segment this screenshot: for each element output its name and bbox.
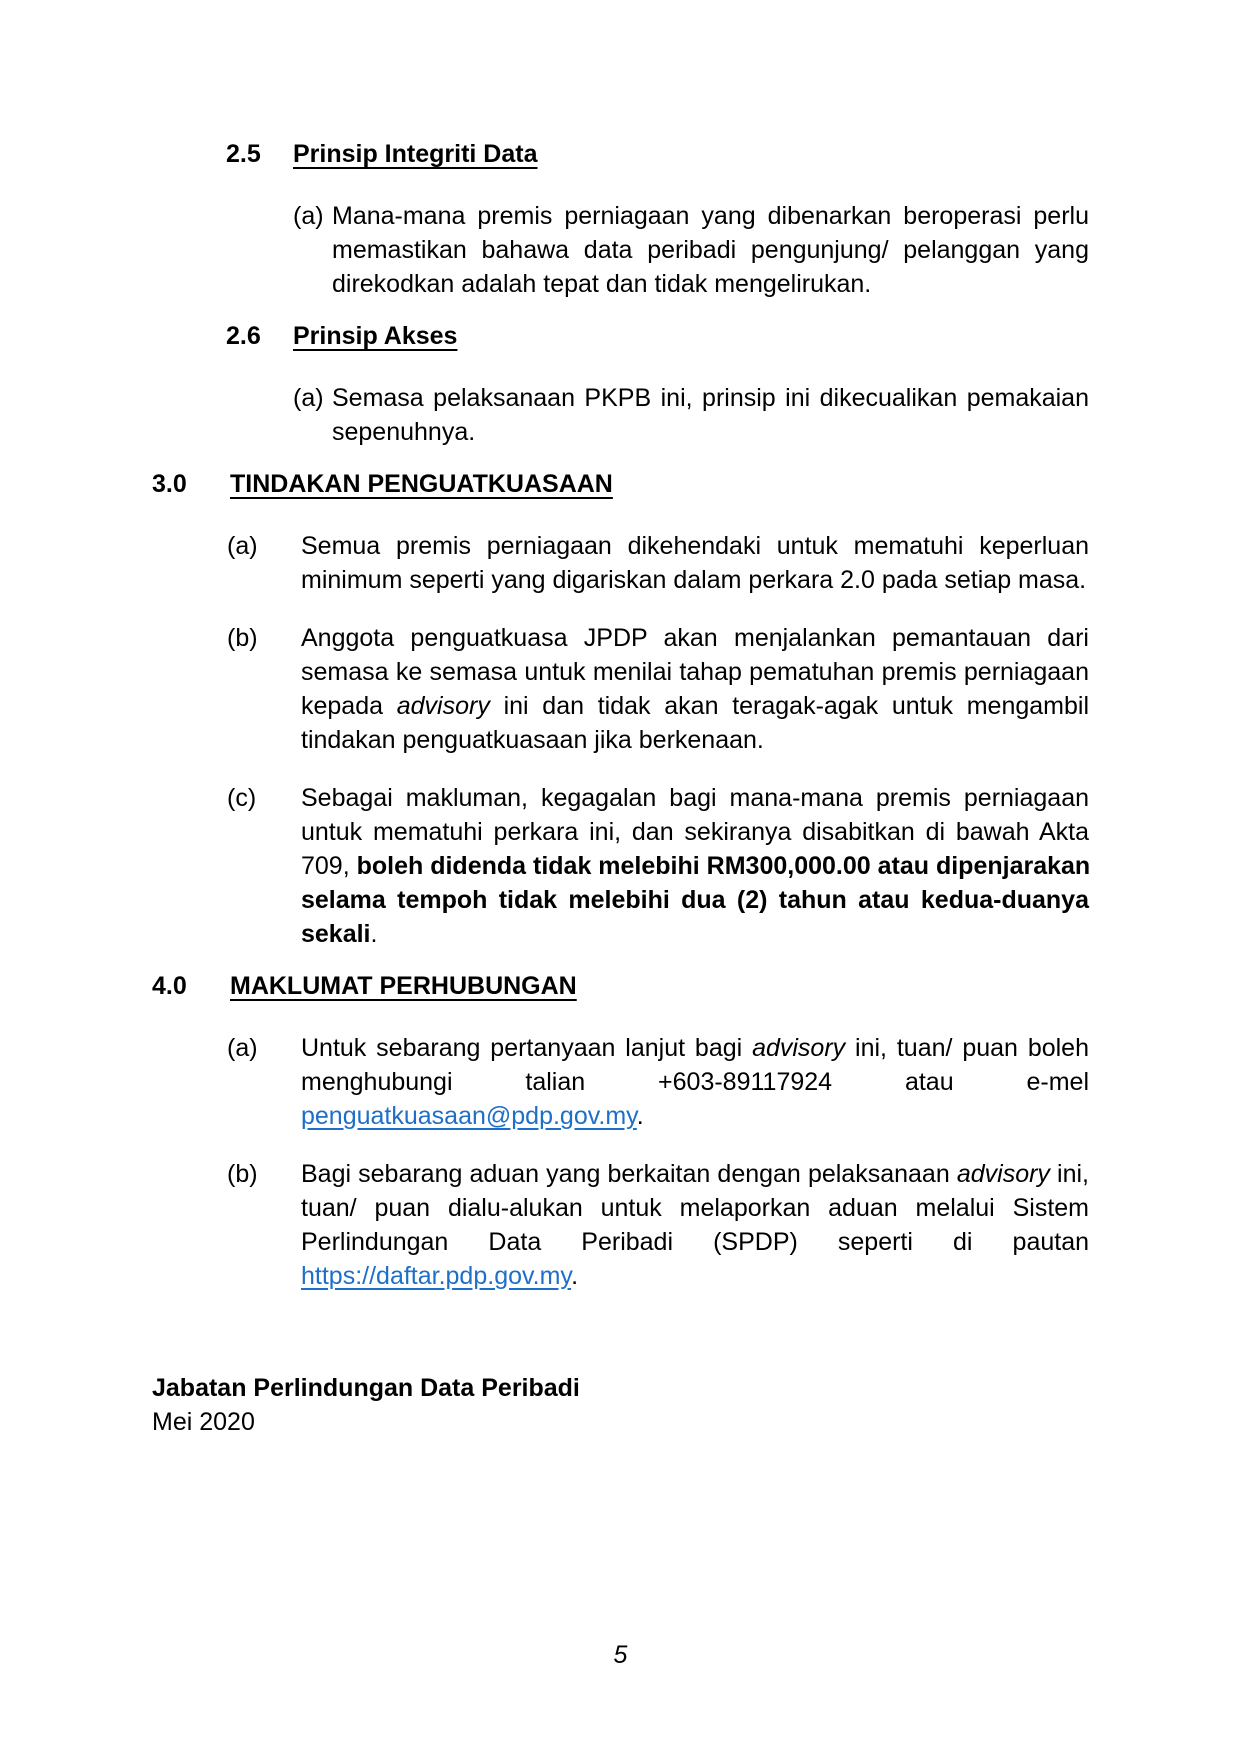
item-text bbox=[301, 1157, 1089, 1293]
section-heading bbox=[152, 969, 1089, 1003]
text-run: advisory bbox=[752, 1034, 846, 1062]
text-line bbox=[301, 1259, 1089, 1293]
text-run: tuan/ puan dialu-alukan untuk melaporkan aduan melalui Sistem bbox=[301, 1194, 1089, 1222]
item-text bbox=[332, 199, 1089, 301]
item-marker: (a) bbox=[293, 202, 324, 230]
section-number: 3.0 bbox=[152, 470, 187, 498]
document-content bbox=[152, 137, 1089, 1293]
text-run: untuk mematuhi perkara ini, dan sekiranya disabitkan di bawah Akta bbox=[301, 818, 1089, 846]
text-run: ini, bbox=[1049, 1160, 1090, 1188]
list-item bbox=[152, 381, 1089, 449]
item-marker: (a) bbox=[227, 1034, 258, 1062]
text-line bbox=[301, 815, 1089, 849]
item-text bbox=[301, 621, 1089, 757]
text-line bbox=[332, 233, 1089, 267]
website-link[interactable]: https://daftar.pdp.gov.my bbox=[301, 1262, 572, 1290]
text-run: tindakan penguatkuasaan jika berkenaan. bbox=[301, 726, 764, 754]
text-line bbox=[332, 267, 1089, 301]
text-run: Sebagai makluman, kegagalan bagi mana-mana premis perniagaan bbox=[301, 784, 1089, 812]
text-run: boleh didenda tidak melebihi RM300,000.00 atau dipenjarakan bbox=[356, 852, 1091, 880]
section-title: TINDAKAN PENGUATKUASAAN bbox=[230, 470, 613, 498]
section-2-6 bbox=[152, 319, 1089, 449]
section-heading bbox=[152, 319, 1089, 353]
text-run: kepada bbox=[301, 692, 397, 720]
text-run: . bbox=[571, 1262, 579, 1290]
text-line bbox=[301, 781, 1089, 815]
section-3-0 bbox=[152, 467, 1089, 951]
text-line bbox=[301, 1157, 1089, 1191]
text-run: Anggota penguatkuasa JPDP akan menjalankan pemantauan dari bbox=[301, 624, 1089, 652]
text-run: . bbox=[636, 1102, 644, 1130]
text-run: selama tempoh tidak melebihi dua (2) tahun atau kedua-duanya bbox=[301, 886, 1089, 914]
list-item bbox=[152, 621, 1089, 757]
text-run: ini dan tidak akan teragak-agak untuk mengambil bbox=[489, 692, 1089, 720]
text-line bbox=[301, 1225, 1089, 1259]
text-run: Untuk sebarang pertanyaan lanjut bagi bbox=[301, 1034, 753, 1062]
list-item bbox=[152, 1157, 1089, 1293]
email-link[interactable]: penguatkuasaan@pdp.gov.my bbox=[301, 1102, 637, 1130]
section-title: Prinsip Akses bbox=[293, 322, 458, 350]
text-line bbox=[301, 917, 1089, 951]
item-text bbox=[301, 781, 1089, 951]
text-run: direkodkan adalah tepat dan tidak mengelirukan. bbox=[332, 270, 872, 298]
text-run: sekali bbox=[301, 920, 371, 948]
section-number: 4.0 bbox=[152, 972, 187, 1000]
section-title: Prinsip Integriti Data bbox=[293, 140, 538, 168]
item-marker: (a) bbox=[293, 384, 324, 412]
footer-department: Jabatan Perlindungan Data Peribadi bbox=[152, 1374, 580, 1402]
text-run: menghubungi talian +603-89117924 atau e-mel bbox=[301, 1068, 1089, 1096]
list-item bbox=[152, 199, 1089, 301]
text-line bbox=[301, 1065, 1089, 1099]
text-line bbox=[301, 1099, 1089, 1133]
text-line bbox=[332, 381, 1089, 415]
text-run: Perlindungan Data Peribadi (SPDP) seperti di pautan bbox=[301, 1228, 1089, 1256]
text-line bbox=[301, 1191, 1089, 1225]
text-run: . bbox=[370, 920, 378, 948]
text-run: advisory bbox=[396, 692, 490, 720]
text-run: memastikan bahawa data peribadi pengunjung/ pelanggan yang bbox=[332, 236, 1089, 264]
item-marker: (b) bbox=[227, 1160, 258, 1188]
text-run: sepenuhnya. bbox=[332, 418, 476, 446]
text-line bbox=[301, 563, 1089, 597]
text-line bbox=[301, 621, 1089, 655]
section-number: 2.5 bbox=[226, 140, 261, 168]
item-text bbox=[301, 1031, 1089, 1133]
section-title: MAKLUMAT PERHUBUNGAN bbox=[230, 972, 577, 1000]
footer bbox=[152, 1371, 580, 1439]
list-item bbox=[152, 529, 1089, 597]
text-line bbox=[301, 655, 1089, 689]
page-number: 5 bbox=[613, 1641, 628, 1669]
text-line bbox=[301, 849, 1089, 883]
text-run: Semasa pelaksanaan PKPB ini, prinsip ini dikecualikan pemakaian bbox=[332, 384, 1089, 412]
section-heading bbox=[152, 467, 1089, 501]
text-run: minimum seperti yang digariskan dalam perkara 2.0 pada setiap masa. bbox=[301, 566, 1087, 594]
text-line bbox=[301, 883, 1089, 917]
item-text bbox=[332, 381, 1089, 449]
text-line bbox=[301, 529, 1089, 563]
item-text bbox=[301, 529, 1089, 597]
text-run: ini, tuan/ puan boleh bbox=[845, 1034, 1089, 1062]
item-marker: (a) bbox=[227, 532, 258, 560]
footer-date: Mei 2020 bbox=[152, 1408, 255, 1436]
section-4-0 bbox=[152, 969, 1089, 1293]
item-marker: (c) bbox=[227, 784, 257, 812]
text-run: Mana-mana premis perniagaan yang dibenarkan beroperasi perlu bbox=[332, 202, 1089, 230]
text-run: Bagi sebarang aduan yang berkaitan dengan pelaksanaan bbox=[301, 1160, 957, 1188]
text-line bbox=[301, 1031, 1089, 1065]
section-2-5 bbox=[152, 137, 1089, 301]
list-item bbox=[152, 781, 1089, 951]
text-line bbox=[301, 723, 1089, 757]
text-line bbox=[332, 199, 1089, 233]
section-heading bbox=[152, 137, 1089, 171]
text-run: advisory bbox=[956, 1160, 1050, 1188]
text-run: 709, bbox=[301, 852, 357, 880]
list-item bbox=[152, 1031, 1089, 1133]
text-line bbox=[301, 689, 1089, 723]
text-line bbox=[332, 415, 1089, 449]
text-run: Semua premis perniagaan dikehendaki untuk mematuhi keperluan bbox=[301, 532, 1089, 560]
section-number: 2.6 bbox=[226, 322, 261, 350]
item-marker: (b) bbox=[227, 624, 258, 652]
text-run: semasa ke semasa untuk menilai tahap pematuhan premis perniagaan bbox=[301, 658, 1089, 686]
